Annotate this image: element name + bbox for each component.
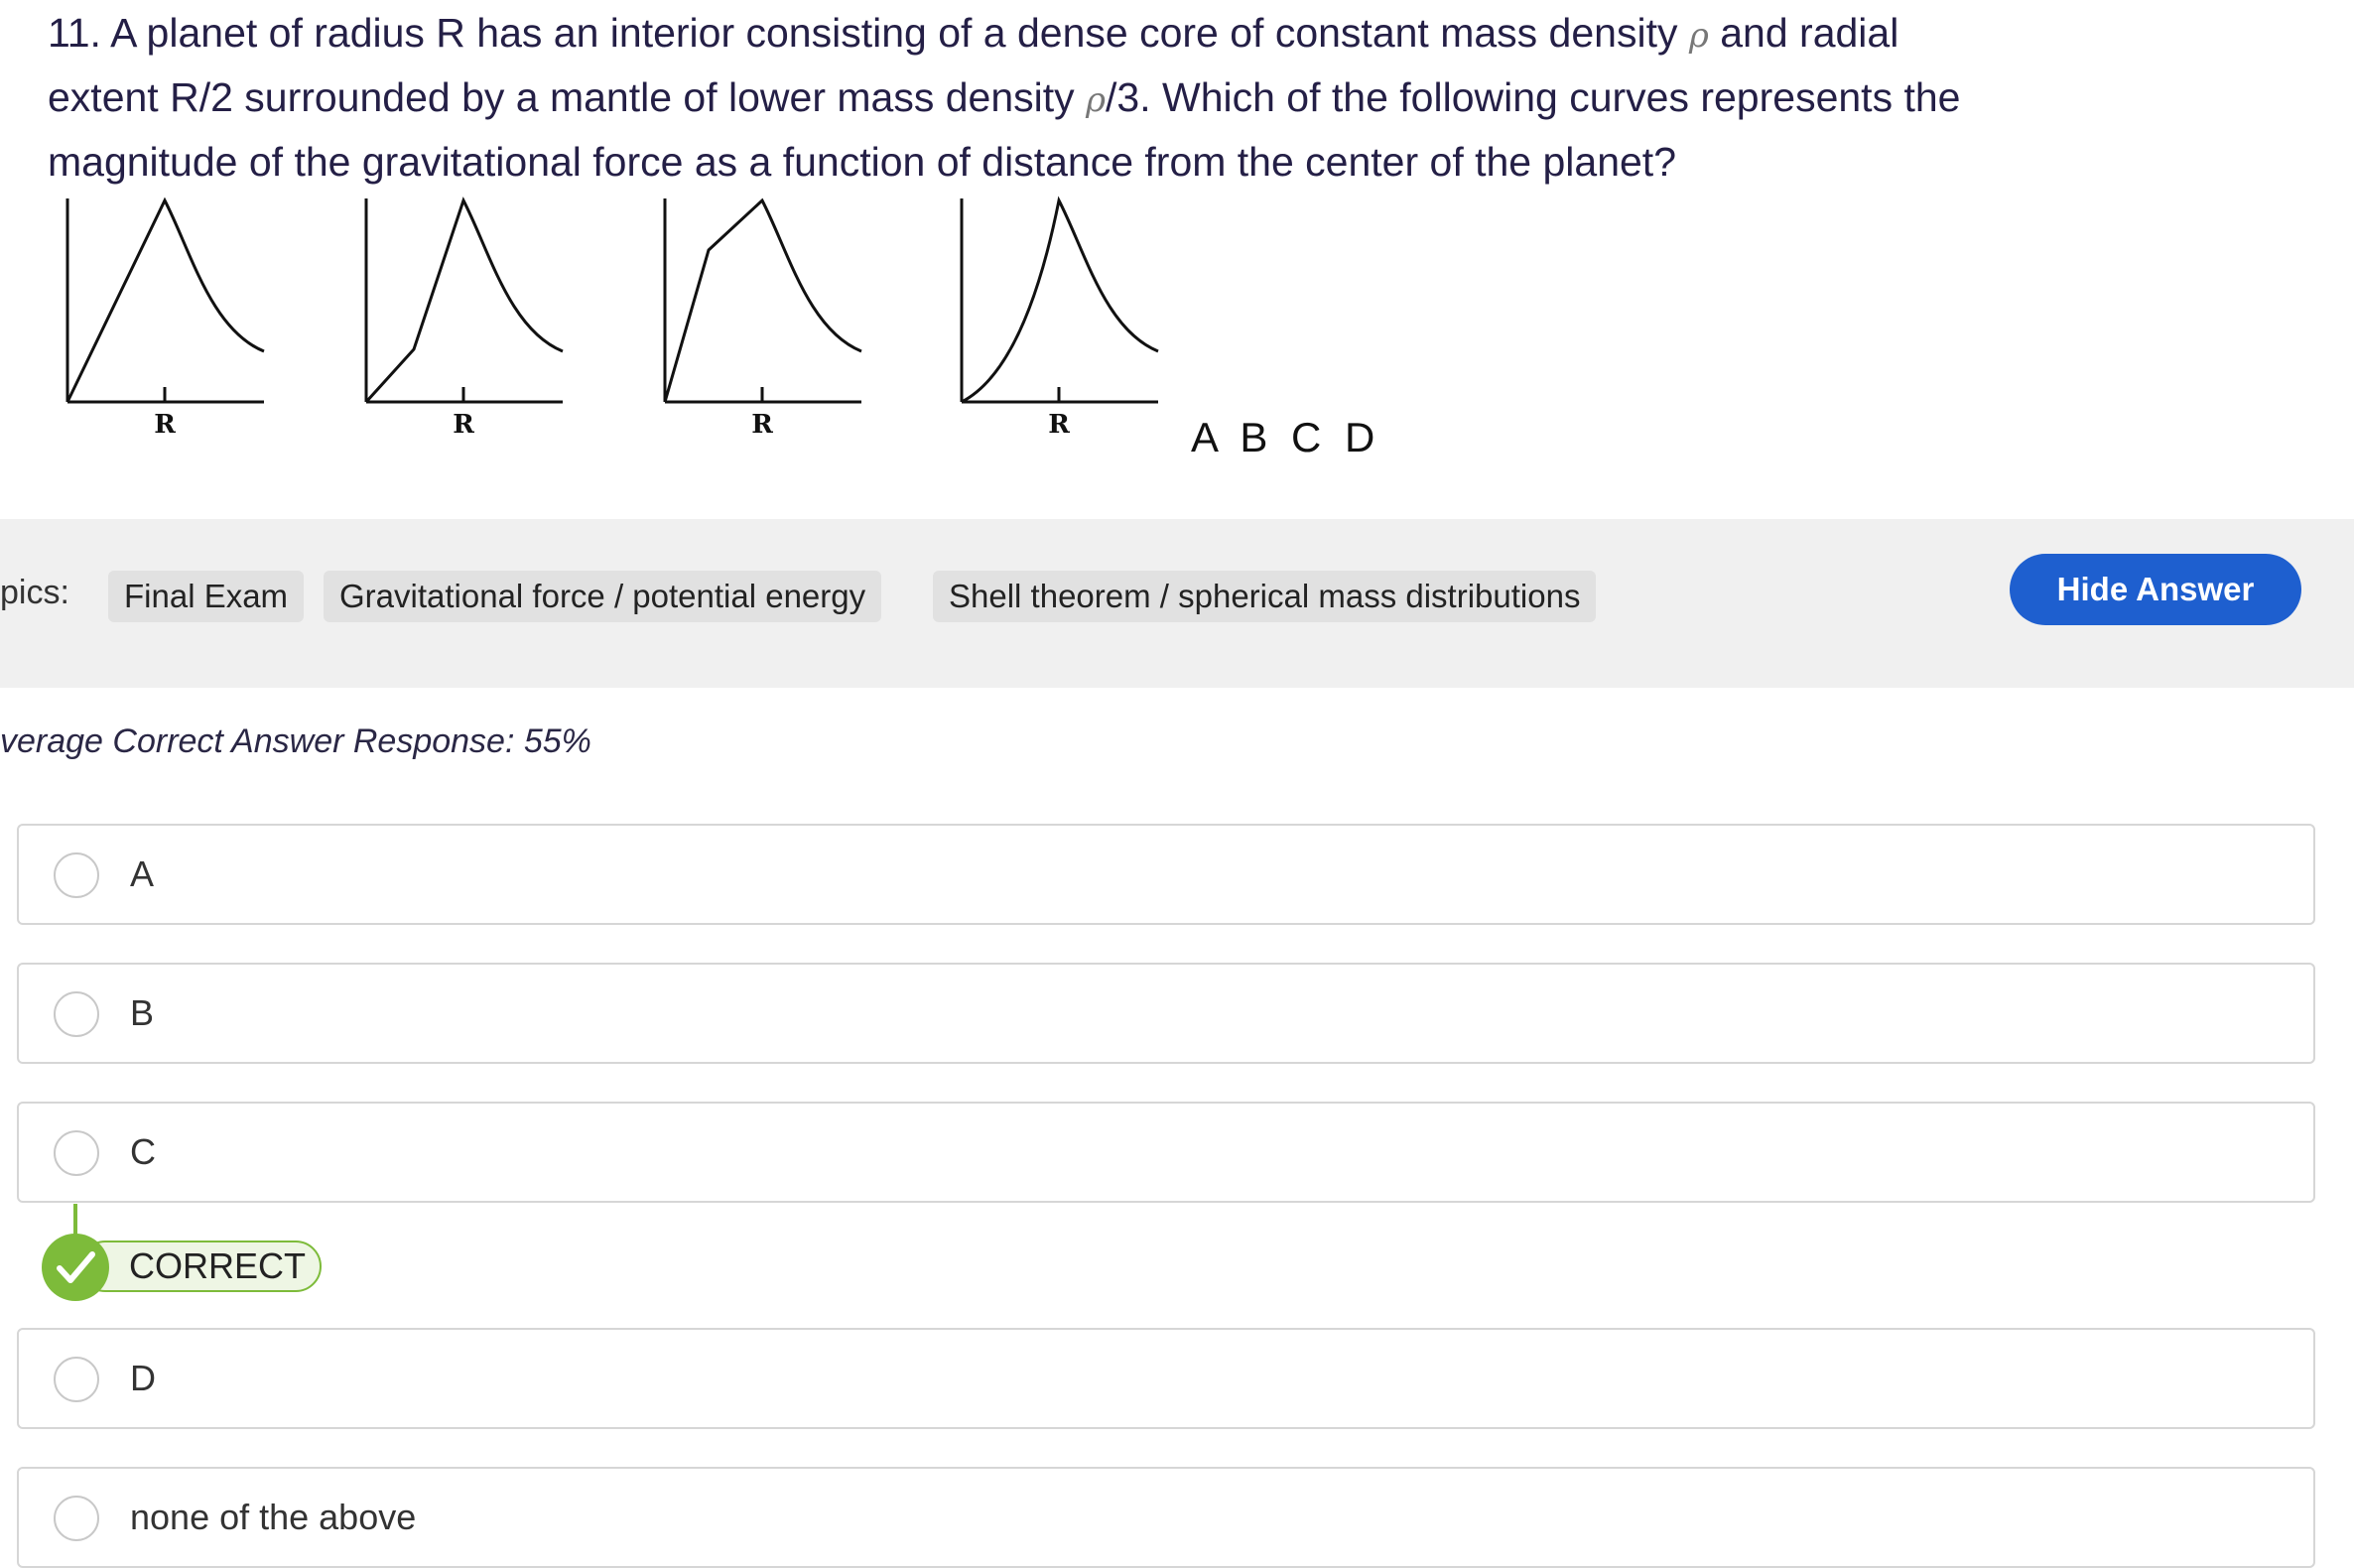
graph-a <box>62 191 270 439</box>
option-a[interactable] <box>17 824 2315 925</box>
option-label: D <box>130 1358 156 1398</box>
graph-c <box>659 191 867 439</box>
option-d[interactable] <box>17 1328 2315 1429</box>
rho-symbol: ρ <box>1688 16 1709 56</box>
option-none-of-the-above[interactable] <box>17 1467 2315 1568</box>
topic-chip-shell-theorem[interactable]: Shell theorem / spherical mass distributions <box>933 571 1596 622</box>
rho-symbol: ρ <box>1086 80 1107 120</box>
graph-tick-label: R <box>154 410 176 439</box>
option-c[interactable] <box>17 1102 2315 1203</box>
option-label: A <box>130 853 155 894</box>
topics-label: pics: <box>0 574 69 611</box>
radio-button[interactable] <box>54 1357 99 1402</box>
graph-b <box>360 191 569 439</box>
hide-answer-button[interactable]: Hide Answer <box>2010 554 2301 625</box>
option-label: none of the above <box>130 1497 417 1537</box>
radio-button[interactable] <box>54 1496 99 1541</box>
graph-d <box>956 191 1164 439</box>
radio-button[interactable] <box>54 991 99 1037</box>
radio-button[interactable] <box>54 1130 99 1176</box>
radio-button[interactable] <box>54 852 99 898</box>
topics-bar <box>0 519 2354 688</box>
graph-tick-label: R <box>751 410 773 439</box>
question-card <box>0 0 2318 519</box>
graph-tick-label: R <box>1048 410 1070 439</box>
option-b[interactable] <box>17 963 2315 1064</box>
checkmark-icon <box>42 1234 109 1301</box>
topic-chip-final-exam[interactable]: Final Exam <box>108 571 304 622</box>
correct-badge-label: CORRECT <box>129 1245 306 1286</box>
question-text: 11. A planet of radius R has an interior consisting of a dense core of constant mass density ρ and radial extent R/2 surrounded by a mantle of lower mass density ρ/3. Which of the following curves represents the magnitude of the gravitational force as a function of distance from the center of the planet? <box>48 10 1961 185</box>
option-label: B <box>130 992 155 1033</box>
option-label: C <box>130 1131 156 1172</box>
topic-chip-gravitational-force[interactable]: Gravitational force / potential energy <box>324 571 881 622</box>
check-icon <box>42 1234 109 1301</box>
choices-caption: A B C D <box>1191 414 1381 460</box>
graph-tick-label: R <box>453 410 474 439</box>
average-correct-response: verage Correct Answer Response: 55% <box>0 722 591 760</box>
